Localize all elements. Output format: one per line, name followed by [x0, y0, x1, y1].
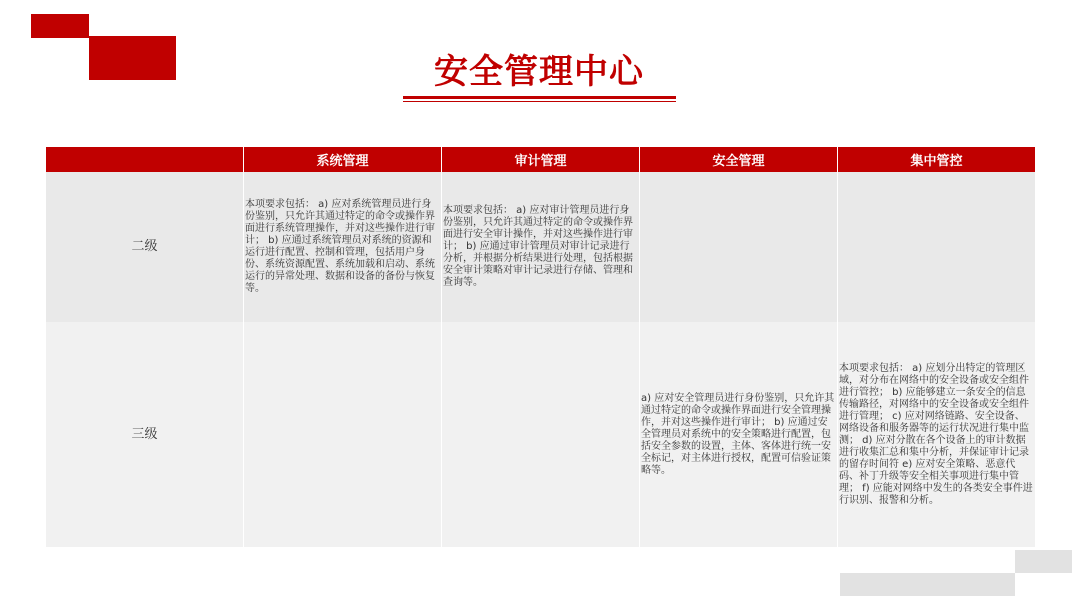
- level-3-audit-management-cell: [441, 322, 639, 547]
- title-underline-thin: [403, 101, 676, 102]
- level-3-system-management-cell: [243, 322, 441, 547]
- row-label-level-2: 二级: [46, 172, 243, 322]
- decorative-red-block-small: [31, 14, 89, 38]
- requirements-table: [46, 147, 1035, 547]
- table-header-security-management: 安全管理: [639, 147, 837, 172]
- level-3-security-management-cell: a) 应对安全管理员进行身份鉴别，只允许其通过特定的命令或操作界面进行安全管理操作，并对这些操作进行审计； b) 应通过安全管理员对系统中的安全策略进行配置，包括安全参数的设置，主体、客体进行统一安全标记，对主体进行授权，配置可信验证策略等。: [639, 322, 837, 547]
- decorative-gray-block-upper: [1015, 550, 1072, 573]
- level-3-centralized-control-cell: 本项要求包括： a) 应划分出特定的管理区域，对分布在网络中的安全设备或安全组件进行管控； b) 应能够建立一条安全的信息传输路径，对网络中的安全设备或安全组件进行管理； c) 应对网络链路、安全设备、网络设备和服务器等的运行状况进行集中监测； d) 应对分散在各个设备上的审计数据进行收集汇总和集中分析，并保证审计记录的留存时间符 e) 应对安全策略、恶意代码、补丁升级等安全相关事项进行集中管理； f) 应能对网络中发生的各类安全事件进行识别、报警和分析。: [837, 322, 1035, 547]
- row-label-level-3: 三级: [46, 322, 243, 547]
- table-header-audit-management: 审计管理: [441, 147, 639, 172]
- level-2-system-management-cell: 本项要求包括： a) 应对系统管理员进行身份鉴别，只允许其通过特定的命令或操作界面进行系统管理操作，并对这些操作进行审计； b) 应通过系统管理员对系统的资源和运行进行配置、控制和管理，包括用户身份、系统资源配置、系统加载和启动、系统运行的异常处理、数据和设备的备份与恢复等。: [243, 172, 441, 322]
- level-2-audit-management-cell: 本项要求包括： a) 应对审计管理员进行身份鉴别，只允许其通过特定的命令或操作界面进行安全审计操作，并对这些操作进行审计； b) 应通过审计管理员对审计记录进行分析，并根据分析结果进行处理，包括根据安全审计策略对审计记录进行存储、管理和查询等。: [441, 172, 639, 322]
- table-header-system-management: 系统管理: [243, 147, 441, 172]
- table-header-centralized-control: 集中管控: [837, 147, 1035, 172]
- page-title: 安全管理中心: [434, 52, 644, 92]
- decorative-gray-block-lower: [840, 573, 1015, 596]
- title-underline-thick: [403, 96, 676, 99]
- decorative-red-block-large: [89, 36, 176, 80]
- level-2-centralized-control-cell: [837, 172, 1035, 322]
- level-2-security-management-cell: [639, 172, 837, 322]
- table-header-corner: [46, 147, 243, 172]
